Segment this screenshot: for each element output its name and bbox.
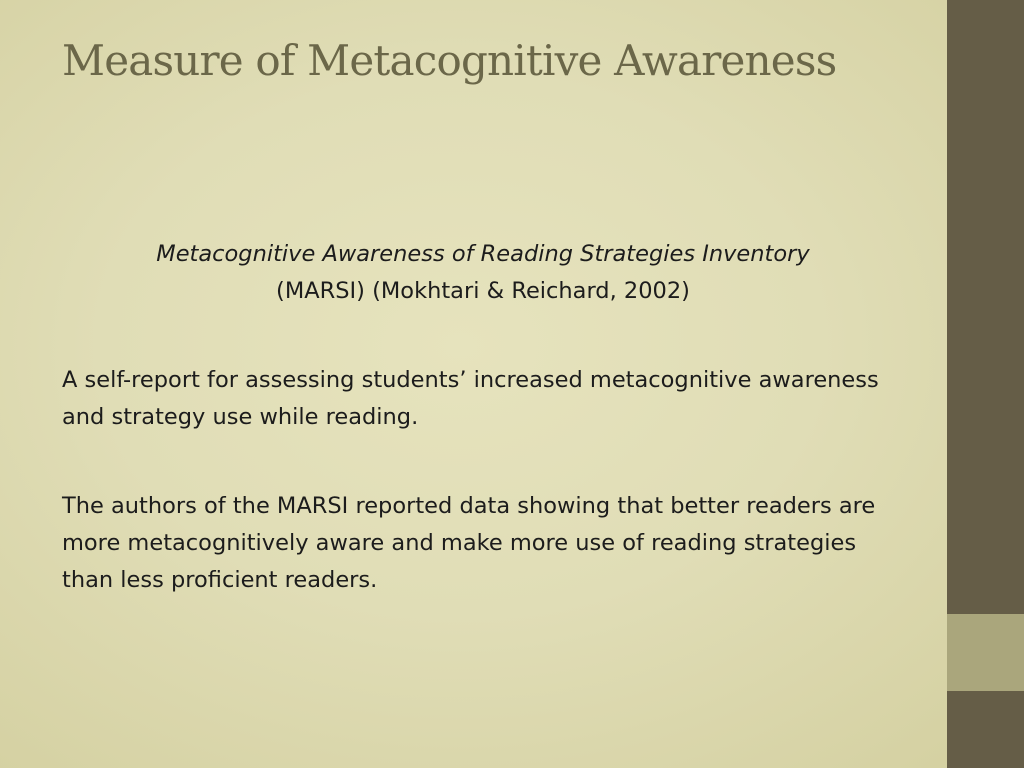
- paragraph-description: A self-report for assessing students’ increased metacognitive awareness and strategy use while reading.: [62, 367, 879, 430]
- slide-content: [62, 236, 904, 651]
- instrument-reference: [62, 236, 904, 310]
- instrument-name: Metacognitive Awareness of Reading Strategies Inventory: [156, 241, 810, 267]
- sidebar-accent-block: [947, 614, 1024, 691]
- paragraph-findings: The authors of the MARSI reported data showing that better readers are more metacognitively aware and make more use of reading strategies than less proficient readers.: [62, 493, 876, 593]
- instrument-citation: (MARSI) (Mokhtari & Reichard, 2002): [276, 278, 690, 304]
- slide-title: Measure of Metacognitive Awareness: [62, 36, 837, 85]
